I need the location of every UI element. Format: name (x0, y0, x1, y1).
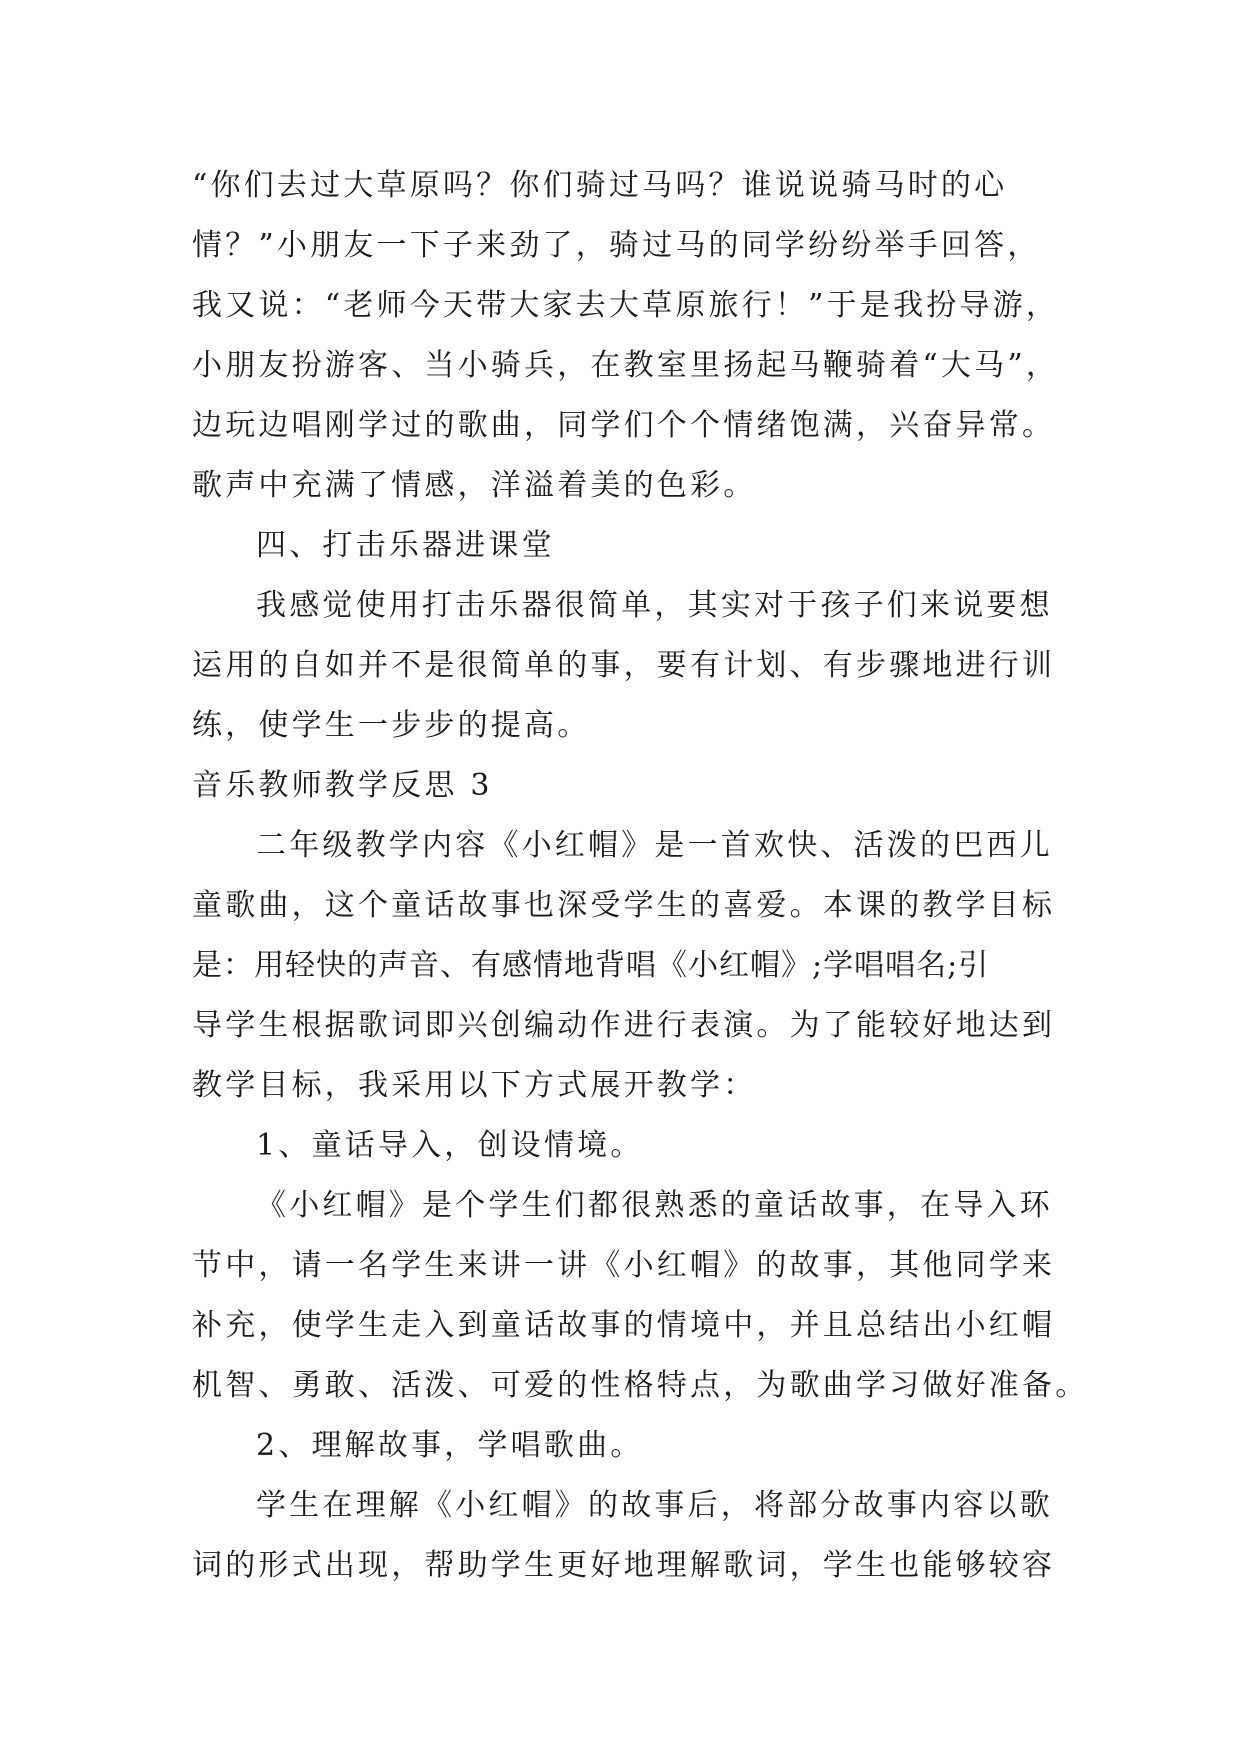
text-line: 导学生根据歌词即兴创编动作进行表演。为了能较好地达到 (192, 1008, 1056, 1043)
paragraph-start: 我感觉使用打击乐器很简单，其实对于孩子们来说要想 (256, 588, 1053, 623)
text-line: 歌声中充满了情感，洋溢着美的色彩。 (192, 468, 757, 503)
text-line: 运用的自如并不是很简单的事，要有计划、有步骤地进行训 (192, 648, 1056, 683)
document-body (192, 156, 1089, 1596)
text-line: 词的形式出现，帮助学生更好地理解歌词，学生也能够较容 (192, 1548, 1056, 1583)
text-line: 练，使学生一步步的提高。 (192, 708, 591, 743)
text-line: 小朋友扮游客、当小骑兵，在教室里扬起马鞭骑着“大马”， (192, 348, 1060, 383)
text-line: 是：用轻快的声音、有感情地背唱《小红帽》;学唱唱名;引 (192, 948, 990, 983)
section-heading: 1、童话导入，创设情境。 (256, 1128, 644, 1163)
paragraph-start: 学生在理解《小红帽》的故事后，将部分故事内容以歌 (256, 1488, 1053, 1523)
text-line: “你们去过大草原吗？你们骑过马吗？谁说说骑马时的心 (192, 168, 1008, 203)
text-line: 我又说：“老师今天带大家去大草原旅行！”于是我扮导游， (192, 288, 1060, 323)
paragraph-start: 二年级教学内容《小红帽》是一首欢快、活泼的巴西儿 (256, 828, 1053, 863)
text-line: 情？”小朋友一下子来劲了，骑过马的同学纷纷举手回答， (192, 228, 1041, 263)
text-line: 节中，请一名学生来讲一讲《小红帽》的故事，其他同学来 (192, 1248, 1056, 1283)
section-heading: 2、理解故事，学唱歌曲。 (256, 1428, 644, 1463)
article-title: 音乐教师教学反思 3 (192, 768, 493, 803)
text-line: 补充，使学生走入到童话故事的情境中，并且总结出小红帽 (192, 1308, 1056, 1343)
text-line: 边玩边唱刚学过的歌曲，同学们个个情绪饱满，兴奋异常。 (192, 408, 1056, 443)
text-line: 教学目标，我采用以下方式展开教学： (192, 1068, 757, 1103)
paragraph-start: 《小红帽》是个学生们都很熟悉的童话故事，在导入环 (256, 1188, 1053, 1223)
text-line: 机智、勇敢、活泼、可爱的性格特点，为歌曲学习做好准备。 (192, 1368, 1089, 1403)
section-heading: 四、打击乐器进课堂 (256, 528, 555, 563)
text-line: 童歌曲，这个童话故事也深受学生的喜爱。本课的教学目标 (192, 888, 1056, 923)
